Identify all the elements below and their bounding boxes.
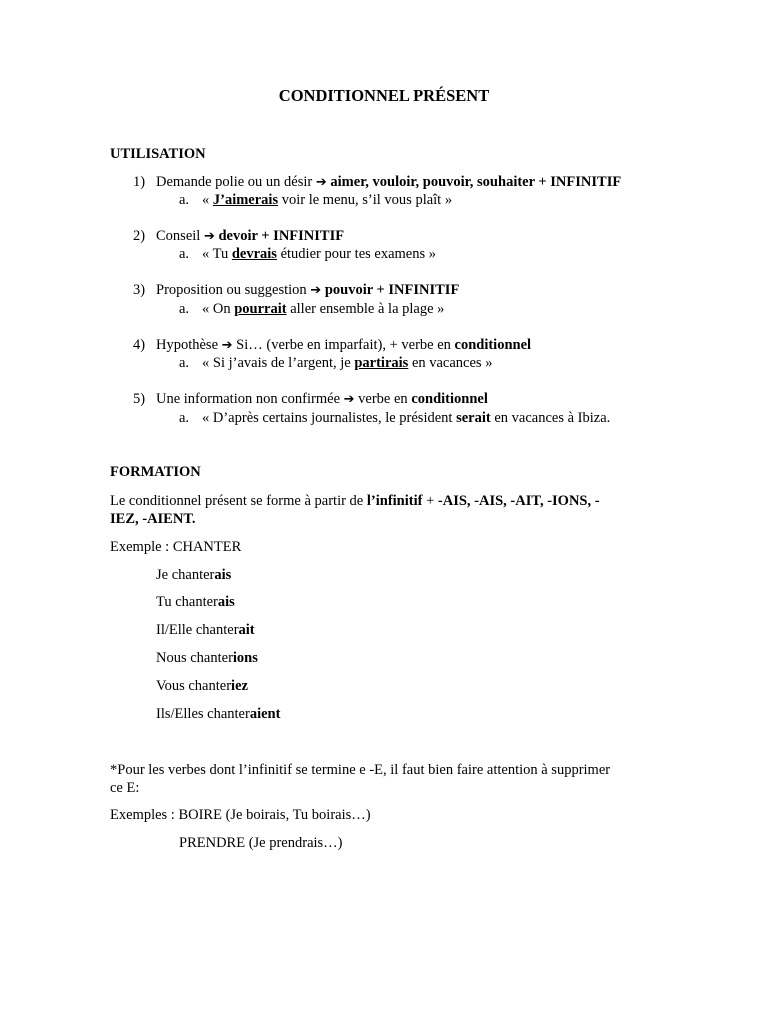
arrow-right-icon: ➔ [221,338,233,353]
page-title: CONDITIONNEL PRÉSENT [278,86,490,105]
formation-rule-line2: IEZ, -AIENT. [110,511,196,527]
conjugation-row: Tu chanterais [156,594,235,610]
sub-letter: a. [179,410,190,426]
note-line2: ce E: [110,780,140,796]
list-item: Hypothèse ➔ Si… (verbe en imparfait), + verbe en conditionnel [156,337,532,353]
conjugation-row: Il/Elle chanterait [156,622,255,638]
list-number: 3) [133,282,146,298]
list-number: 5) [133,391,146,407]
sub-letter: a. [179,192,190,208]
conjugation-row: Nous chanterions [156,650,258,666]
list-number: 2) [133,228,146,244]
list-item: Demande polie ou un désir ➔ aimer, vouloir, pouvoir, souhaiter + INFINITIF [156,174,622,190]
section-heading-formation: FORMATION [110,464,201,480]
list-number: 1) [133,174,146,190]
sub-letter: a. [179,355,190,371]
sub-letter: a. [179,301,190,317]
example-sentence: « On pourrait aller ensemble à la plage » [202,301,445,317]
example-sentence: « D’après certains journalistes, le président serait en vacances à Ibiza. [202,410,611,426]
example-sentence: « Tu devrais étudier pour tes examens » [202,246,436,262]
conjugation-row: Ils/Elles chanteraient [156,706,281,722]
examples-line: PRENDRE (Je prendrais…) [179,835,343,851]
formation-rule-line1: Le conditionnel présent se forme à partir de l’infinitif + -AIS, -AIS, -AIT, -IONS, - [110,493,600,509]
arrow-right-icon: ➔ [310,283,322,298]
arrow-right-icon: ➔ [315,175,327,190]
list-item: Une information non confirmée ➔ verbe en conditionnel [156,391,488,407]
examples-line: Exemples : BOIRE (Je boirais, Tu boirais…) [110,807,371,823]
example-label: Exemple : CHANTER [110,539,242,555]
list-number: 4) [133,337,146,353]
arrow-right-icon: ➔ [203,229,215,244]
sub-letter: a. [179,246,190,262]
example-sentence: « J’aimerais voir le menu, s’il vous plaît » [202,192,453,208]
conjugation-row: Vous chanteriez [156,678,248,694]
list-item: Conseil ➔ devoir + INFINITIF [156,228,345,244]
conjugation-row: Je chanterais [156,567,232,583]
arrow-right-icon: ➔ [343,392,355,407]
section-heading-utilisation: UTILISATION [110,146,206,162]
note-line1: *Pour les verbes dont l’infinitif se termine e -E, il faut bien faire attention à supprimer [110,762,611,778]
list-item: Proposition ou suggestion ➔ pouvoir + INFINITIF [156,282,460,298]
example-sentence: « Si j’avais de l’argent, je partirais en vacances » [202,355,493,371]
